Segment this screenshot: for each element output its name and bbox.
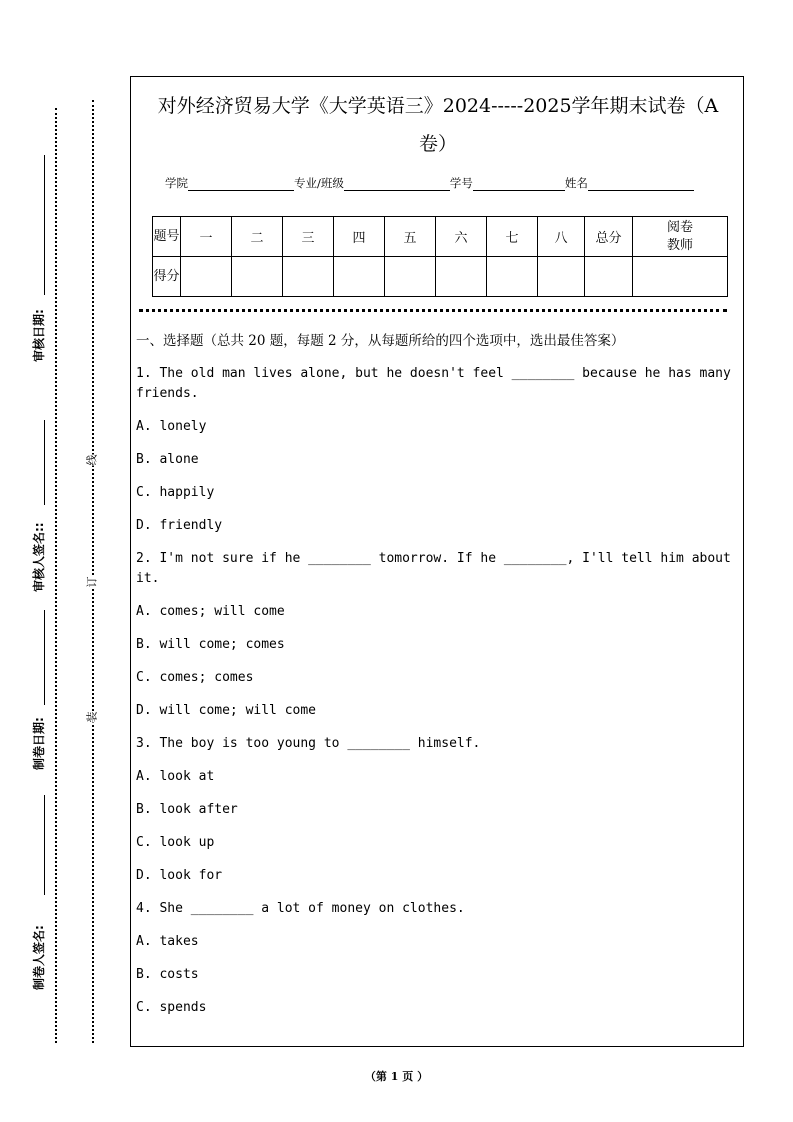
option-a[interactable]: A. look at <box>136 769 215 784</box>
name-label: 姓名 <box>564 176 588 190</box>
major-blank[interactable] <box>344 178 450 191</box>
question-stem-line: 2. I'm not sure if he ________ tomorrow. If he ________, I'll tell him about <box>136 551 731 566</box>
exam-title-line1: 对外经济贸易大学《大学英语三》2024-----2025学年期末试卷（A <box>157 95 719 117</box>
maker-sign-underline <box>44 795 45 895</box>
option-a[interactable]: A. takes <box>136 934 199 949</box>
score-cell[interactable] <box>538 257 585 297</box>
score-cell[interactable] <box>181 257 232 297</box>
major-label: 专业/班级 <box>294 176 344 190</box>
inner-dotted-line <box>92 100 94 1043</box>
score-cell[interactable] <box>334 257 385 297</box>
score-col-header: 二 <box>232 217 283 257</box>
student-id-blank[interactable] <box>473 178 565 191</box>
score-col-header: 三 <box>283 217 334 257</box>
score-cell[interactable] <box>232 257 283 297</box>
binding-char-zhuang: 装 <box>82 712 102 723</box>
option-b[interactable]: B. look after <box>136 802 238 817</box>
option-c[interactable]: C. spends <box>136 1000 207 1015</box>
option-d[interactable]: D. will come; will come <box>136 703 317 718</box>
score-table-score-row <box>153 257 728 297</box>
student-info-line <box>165 175 694 191</box>
option-c[interactable]: C. look up <box>136 835 215 850</box>
student-id-label: 学号 <box>449 176 473 190</box>
option-b[interactable]: B. will come; comes <box>136 637 285 652</box>
option-d[interactable]: D. friendly <box>136 518 223 533</box>
question-stem <box>136 364 740 417</box>
option-c[interactable]: C. comes; comes <box>136 670 254 685</box>
score-cell[interactable] <box>585 257 633 297</box>
option-a[interactable]: A. lonely <box>136 419 207 434</box>
score-cell[interactable] <box>283 257 334 297</box>
option-b[interactable]: B. alone <box>136 452 199 467</box>
score-col-header: 六 <box>436 217 487 257</box>
score-table-header-row <box>153 217 728 257</box>
question-stem: 4. She ________ a lot of money on clothes. <box>136 901 465 916</box>
score-table-row-label: 得分 <box>153 257 181 297</box>
option-d[interactable]: D. look for <box>136 868 223 883</box>
question-stem <box>136 549 740 602</box>
outer-dotted-line <box>55 108 57 1043</box>
section-heading: 一、选择题（总共 20 题，每题 2 分，从每题所给的四个选项中，选出最佳答案） <box>136 333 625 349</box>
exam-frame <box>130 76 744 1047</box>
maker-sign-label: 制卷人签名: <box>32 925 46 990</box>
exam-title-line2: 卷） <box>418 133 457 155</box>
question-1 <box>136 364 740 549</box>
score-col-header: 阅卷教师 <box>633 217 728 257</box>
question-stem-line: friends. <box>136 386 199 401</box>
exam-title <box>131 87 745 163</box>
score-table-row-label: 题号 <box>153 217 181 257</box>
option-c[interactable]: C. happily <box>136 485 215 500</box>
reviewer-sign-underline <box>44 420 45 505</box>
binding-char-ding: 订 <box>82 577 102 588</box>
school-blank[interactable] <box>188 178 294 191</box>
review-date-label: 审核日期: <box>32 309 46 362</box>
school-label: 学院 <box>165 176 188 190</box>
score-col-header: 总分 <box>585 217 633 257</box>
dotted-separator <box>139 309 727 312</box>
option-b[interactable]: B. costs <box>136 967 199 982</box>
exam-content <box>136 331 740 1031</box>
reviewer-sign-label: 审核人签名:: <box>32 522 46 592</box>
score-col-header: 八 <box>538 217 585 257</box>
name-blank[interactable] <box>588 178 694 191</box>
question-3 <box>136 734 740 899</box>
make-date-label: 制卷日期: <box>32 717 46 770</box>
question-stem-line: 1. The old man lives alone, but he doesn't feel ________ because he has many <box>136 366 731 381</box>
page-footer: （第 1 页 ） <box>364 1070 429 1083</box>
score-cell[interactable] <box>633 257 728 297</box>
score-cell[interactable] <box>436 257 487 297</box>
question-4 <box>136 899 740 1031</box>
review-date-underline <box>44 155 45 295</box>
question-stem: 3. The boy is too young to ________ himself. <box>136 736 481 751</box>
score-col-header: 七 <box>487 217 538 257</box>
binding-char-line: 线 <box>82 455 102 466</box>
score-table <box>152 216 728 297</box>
question-stem-line: it. <box>136 571 160 586</box>
score-cell[interactable] <box>385 257 436 297</box>
score-col-header: 五 <box>385 217 436 257</box>
score-cell[interactable] <box>487 257 538 297</box>
make-date-underline <box>44 610 45 705</box>
question-2 <box>136 549 740 734</box>
option-a[interactable]: A. comes; will come <box>136 604 285 619</box>
score-col-header: 一 <box>181 217 232 257</box>
score-col-header: 四 <box>334 217 385 257</box>
